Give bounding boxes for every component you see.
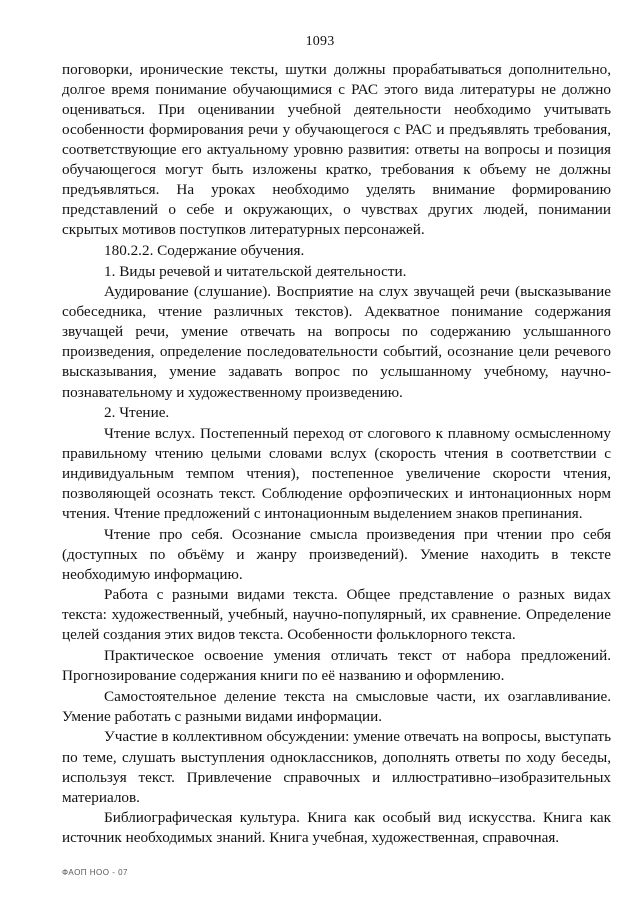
document-body xyxy=(62,60,611,848)
paragraph-silent-reading: Чтение про себя. Осознание смысла произведения при чтении про себя (доступных по объёму и жанру произведений). Умение находить в тексте необходимую информацию. xyxy=(62,525,611,583)
paragraph-text-types: Работа с разными видами текста. Общее представление о разных видах текста: художественный, учебный, научно-популярный, их сравнение. Определение целей создания этих видов текста. Особенности фольклорного текста. xyxy=(62,586,611,644)
section-heading: 180.2.2. Содержание обучения. xyxy=(104,242,305,260)
subsection-heading: 1. Виды речевой и читательской деятельности. xyxy=(104,262,407,280)
paragraph-continuation: поговорки, иронические тексты, шутки должны прорабатываться дополнительно, долгое время понимание обучающимися с РАС этого вида литературы не должно оцениваться. При оценивании учебной деятельности необходимо учитывать особенности формирования речи у обучающегося с РАС и предъявлять требования, соответствующие его актуальному уровню развития: ответы на вопросы и позиция обучающегося могут быть изложены кратко, требования к объему не должны предъявляться. На уроках необходимо уделять внимание формированию представлений о себе и окружающих, о чувствах других людей, понимании скрытых мотивов поступков литературных персонажей. xyxy=(62,61,611,239)
paragraph-reading-aloud: Чтение вслух. Постепенный переход от слогового к плавному осмысленному правильному чтению целыми словами вслух (скорость чтения в соответствии с индивидуальным темпом чтения), постепенное увеличение скорости чтения, позволяющей осознать текст. Соблюдение орфоэпических и интонационных норм чтения. Чтение предложений с интонационным выделением знаков препинания. xyxy=(62,424,611,522)
subsection-heading-reading: 2. Чтение. xyxy=(104,404,170,422)
paragraph-practical: Практическое освоение умения отличать текст от набора предложений. Прогнозирование содержания книги по её названию и оформлению. xyxy=(62,647,611,685)
paragraph-listening: Аудирование (слушание). Восприятие на слух звучащей речи (высказывание собеседника, чтение различных текстов). Адекватное понимание содержания звучащей речи, умение отвечать на вопросы по содержанию услышанного произведения, определение последовательности событий, осознание цели речевого высказывания, умение задавать вопрос по услышанному учебному, научно-познавательному и художественному произведению. xyxy=(62,283,611,401)
paragraph-discussion: Участие в коллективном обсуждении: умение отвечать на вопросы, выступать по теме, слушать выступления одноклассников, дополнять ответы по ходу беседы, используя текст. Привлечение справочных и иллюстративно–изобразительных материалов. xyxy=(62,728,611,806)
footer-code: ФАОП НОО - 07 xyxy=(62,868,128,877)
page-number: 1093 xyxy=(305,34,335,49)
paragraph-division: Самостоятельное деление текста на смысловые части, их озаглавливание. Умение работать с разными видами информации. xyxy=(62,687,611,725)
paragraph-bibliographic: Библиографическая культура. Книга как особый вид искусства. Книга как источник необходимых знаний. Книга учебная, художественная, справочная. xyxy=(62,809,611,847)
